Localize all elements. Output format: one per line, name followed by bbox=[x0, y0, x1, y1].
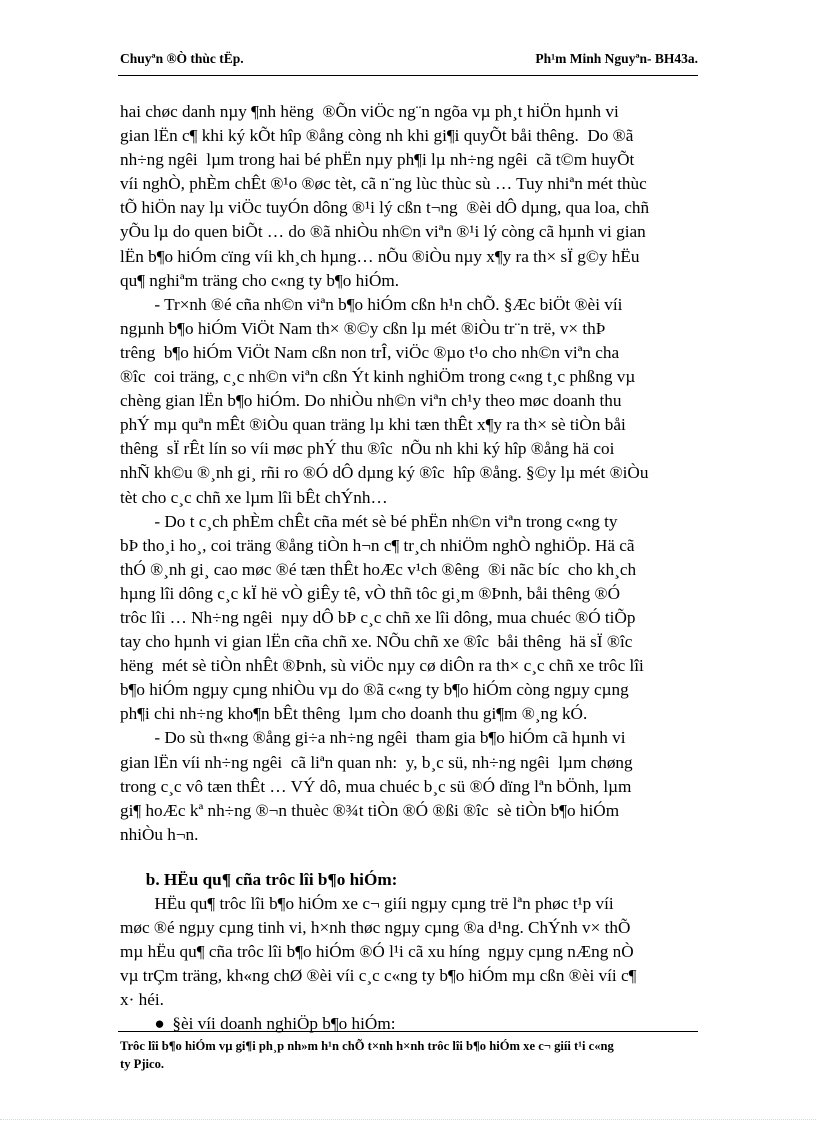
text-line: yÕu lµ do quen biÕt … do ®ã nhiÒu nh©n viªn ®¹i lý còng cã hµnh vi gian bbox=[120, 222, 646, 242]
text-line: nh÷ng ngêi lµm trong hai bé phËn nµy ph¶i lµ nh÷ng ngêi cã t©m huyÕt bbox=[120, 150, 635, 170]
header-report-title: Chuyªn ®Ò thùc tËp. bbox=[120, 51, 244, 66]
page-header bbox=[120, 51, 698, 73]
text-line: mµ hËu qu¶ cña trôc lîi b¶o hiÓm ®Ó l¹i cã xu híng ngµy cµng nÆng nÒ bbox=[120, 942, 634, 962]
text-line: vµ trÇm träng, kh«ng chØ ®èi víi c¸c c«ng ty b¶o hiÓm mµ cßn ®èi víi c¶ bbox=[120, 966, 637, 986]
section-heading-text: b. HËu qu¶ cña trôc lîi b¶o hiÓm: bbox=[145, 869, 398, 889]
text-line: phÝ mµ quªn mÊt ®iÒu quan träng lµ khi tæn thÊt x¶y ra th× sè tiÒn båi bbox=[120, 415, 626, 435]
text-line: thêng sÏ rÊt lín so víi møc phÝ thu ®îc nÕu nh khi ký hîp ®ång hä coi bbox=[120, 439, 615, 459]
section-gap bbox=[120, 847, 700, 868]
text-line: gi¶ hoÆc kª nh÷ng ®¬n thuèc ®¾t tiÒn ®Ó ®ßi ®îc sè tiÒn b¶o hiÓm bbox=[120, 800, 620, 820]
text-line: ®îc coi träng, c¸c nh©n viªn cßn Ýt kinh nghiÖm trong c«ng t¸c phßng vµ bbox=[120, 367, 636, 387]
text-line: tèt cho c¸c chñ xe lµm lîi bÊt chÝnh… bbox=[120, 487, 388, 507]
text-line: x· héi. bbox=[120, 990, 164, 1010]
text-line: bÞ tho¸i ho¸, coi träng ®ång tiÒn h¬n c¶ tr¸ch nhiÖm nghÒ nghiÖp. Hä cã bbox=[120, 535, 635, 555]
text-line: ph¶i chi nh÷ng kho¶n bÊt thêng lµm cho doanh thu gi¶m ®¸ng kÓ. bbox=[120, 704, 588, 724]
paragraph-block bbox=[120, 100, 700, 847]
text-line: thÓ ®¸nh gi¸ cao møc ®é tæn thÊt hoÆc v¹ch ®êng ®i nãc bíc cho kh¸ch bbox=[120, 559, 637, 579]
text-line: - Tr×nh ®é cña nh©n viªn b¶o hiÓm cßn h¹n chÕ. §Æc biÖt ®èi víi bbox=[120, 294, 623, 314]
footer-rule bbox=[118, 1031, 698, 1032]
footer-line: Trôc lîi b¶o hiÓm vµ gi¶i ph¸p nh»m h¹n chÕ t×nh h×nh trôc lîi b¶o hiÓm xe c¬ giíi t¹i c«ng bbox=[120, 1039, 614, 1053]
text-line: chèng gian lËn b¶o hiÓm. Do nhiÒu nh©n viªn ch¹y theo møc doanh thu bbox=[120, 391, 622, 411]
text-line: gian lËn víi nh÷ng ngêi cã liªn quan nh: y, b¸c sü, nh÷ng ngêi lµm chøng bbox=[120, 752, 633, 772]
section-heading bbox=[120, 868, 700, 892]
text-line: - Do t c¸ch phÈm chÊt cña mét sè bé phËn nh©n viªn trong c«ng ty bbox=[120, 511, 618, 531]
text-line: qu¶ nghiªm träng cho c«ng ty b¶o hiÓm. bbox=[120, 270, 400, 290]
text-line: ngµnh b¶o hiÓm ViÖt Nam th× ®©y cßn lµ mét ®iÒu tr¨n trë, v× thÞ bbox=[120, 318, 606, 338]
bullet-icon: ● bbox=[154, 1014, 165, 1034]
text-line: trong c¸c vô tæn thÊt … VÝ dô, mua chuéc b¸c sü ®Ó dïng lªn bÖnh, lµm bbox=[120, 776, 632, 796]
text-line: møc ®é ngµy cµng tinh vi, h×nh thøc ngµy cµng ®a d¹ng. ChÝnh v× thÕ bbox=[120, 918, 631, 938]
text-line: b¶o hiÓm ngµy cµng nhiÒu vµ do ®ã c«ng ty b¶o hiÓm còng ngµy cµng bbox=[120, 680, 629, 700]
text-line: lËn b¶o hiÓm cïng víi kh¸ch hµng… nÕu ®iÒu nµy x¶y ra th× sÏ g©y hËu bbox=[120, 246, 640, 266]
footer-line: ty Pjico. bbox=[120, 1057, 165, 1071]
text-line: - Do sù th«ng ®ång gi÷a nh÷ng ngêi tham gia b¶o hiÓm cã hµnh vi bbox=[120, 728, 626, 748]
text-line: nhÑ kh©u ®¸nh gi¸ rñi ro ®Ó dÔ dµng ký ®îc hîp ®ång. §©y lµ mét ®iÒu bbox=[120, 463, 649, 483]
text-line: gian lËn c¶ khi ký kÕt hîp ®ång còng nh khi gi¶i quyÕt båi thêng. Do ®ã bbox=[120, 126, 634, 146]
text-line: trôc lîi … Nh÷ng ngêi nµy dÔ bÞ c¸c chñ xe lîi dông, mua chuéc ®Ó tiÕp bbox=[120, 607, 636, 627]
bullet-item bbox=[120, 1012, 700, 1036]
text-line: hëng mét sè tiÒn nhÊt ®Þnh, sù viÖc nµy cø diÔn ra th× c¸c chñ xe trôc lîi bbox=[120, 656, 644, 676]
text-line: nhiÒu h¬n. bbox=[120, 824, 199, 844]
text-line: tay cho hµnh vi gian lËn cña chñ xe. NÕu chñ xe ®îc båi thêng hä sÏ ®îc bbox=[120, 632, 633, 652]
header-rule bbox=[118, 75, 698, 76]
text-line: trêng b¶o hiÓm ViÖt Nam cßn non trÎ, viÖc ®µo t¹o cho nh©n viªn cha bbox=[120, 342, 620, 362]
body-text bbox=[120, 100, 700, 1037]
text-line: HËu qu¶ trôc lîi b¶o hiÓm xe c¬ giíi ngµy cµng trë lªn phøc t¹p víi bbox=[120, 894, 614, 913]
page-footer bbox=[120, 1037, 705, 1073]
text-line: hai chøc danh nµy ¶nh hëng ®Õn viÖc ng¨n ngõa vµ ph¸t hiÖn hµnh vi bbox=[120, 102, 619, 121]
text-line: víi nghÒ, phÈm chÊt ®¹o ®øc tèt, cã n¨ng lùc thùc sù … Tuy nhiªn mét thùc bbox=[120, 174, 647, 194]
page-edge bbox=[0, 1119, 816, 1120]
text-line: hµng lîi dông c¸c kÏ hë vÒ giÊy tê, vÒ thñ tôc gi¸m ®Þnh, båi thêng ®Ó bbox=[120, 583, 621, 603]
section-paragraph bbox=[120, 892, 700, 1012]
bullet-text: §èi víi doanh nghiÖp b¶o hiÓm: bbox=[172, 1014, 396, 1034]
header-author: Ph¹m Minh Nguyªn- BH43a. bbox=[535, 51, 698, 66]
text-line: tÕ hiÖn nay lµ viÖc tuyÓn dông ®¹i lý cßn t¬ng ®èi dÔ dµng, qua loa, chñ bbox=[120, 198, 650, 218]
